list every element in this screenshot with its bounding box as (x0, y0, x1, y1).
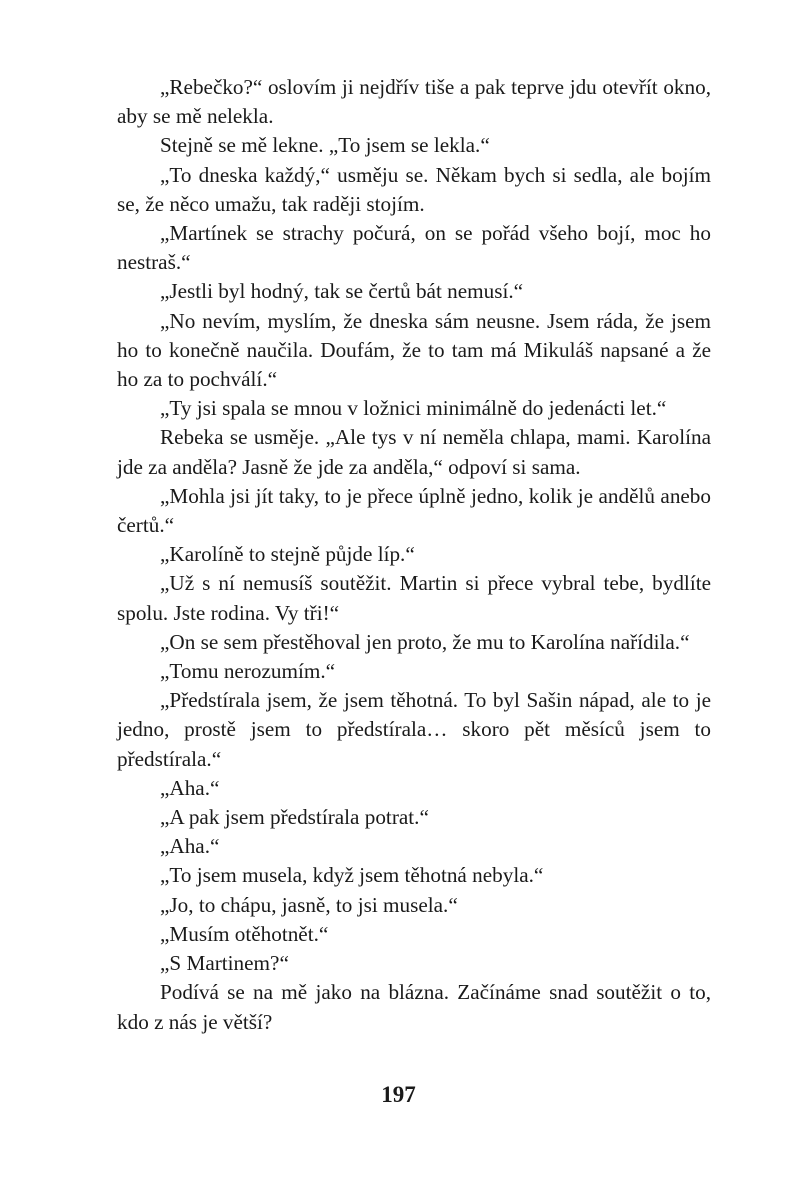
paragraph: „Jestli byl hodný, tak se čertů bát nemusí.“ (160, 279, 524, 304)
paragraph: „To dneska každý,“ usměju se. Někam bych si sedla, ale bojím se, že něco umažu, tak raději stojím. (117, 162, 711, 216)
paragraph: Stejně se mě lekne. „To jsem se lekla.“ (160, 133, 490, 158)
paragraph: „Ty jsi spala se mnou v ložnici minimálně do jedenácti let.“ (160, 396, 667, 421)
paragraph: Rebeka se usměje. „Ale tys v ní neměla chlapa, mami. Karolína jde za anděla? Jasně že jde za anděla,“ odpoví si sama. (117, 425, 711, 479)
paragraph: „Musím otěhotnět.“ (160, 921, 329, 946)
paragraph: „Mohla jsi jít taky, to je přece úplně jedno, kolik je andělů anebo čertů.“ (117, 483, 711, 538)
paragraph: „Aha.“ (160, 775, 220, 800)
paragraph: „Už s ní nemusíš soutěžit. Martin si přece vybral tebe, bydlíte spolu. Jste rodina. Vy tři!“ (117, 571, 711, 625)
paragraph: „Aha.“ (160, 834, 220, 859)
paragraph: „S Martinem?“ (160, 951, 289, 976)
paragraph: „Rebečko?“ oslovím ji nejdřív tiše a pak teprve jdu otevřít okno, aby se mě nelekla. (117, 75, 711, 129)
paragraph: „Martínek se strachy počurá, on se pořád všeho bojí, moc ho nestraš.“ (117, 221, 711, 275)
paragraph: „Karolíně to stejně půjde líp.“ (160, 542, 415, 567)
paragraph: „Tomu nerozumím.“ (160, 659, 336, 684)
page-number: 197 (381, 1082, 416, 1107)
paragraph: „Předstírala jsem, že jsem těhotná. To byl Sašin nápad, ale to je jedno, prostě jsem to předstírala… skoro pět měsíců jsem to předstírala.“ (117, 688, 711, 771)
paragraph: „A pak jsem předstírala potrat.“ (160, 805, 429, 830)
paragraph: „No nevím, myslím, že dneska sám neusne. Jsem ráda, že jsem ho to konečně naučila. Doufám, že to tam má Mikuláš napsané a že ho za to pochválí.“ (117, 308, 711, 392)
page-body (117, 73, 711, 1037)
paragraph: „To jsem musela, když jsem těhotná nebyla.“ (160, 863, 544, 888)
paragraph: „Jo, to chápu, jasně, to jsi musela.“ (160, 892, 458, 917)
paragraph: „On se sem přestěhoval jen proto, že mu to Karolína nařídila.“ (160, 629, 690, 654)
paragraph: Podívá se na mě jako na blázna. Začínáme snad soutěžit o to, kdo z nás je větší? (117, 980, 711, 1034)
